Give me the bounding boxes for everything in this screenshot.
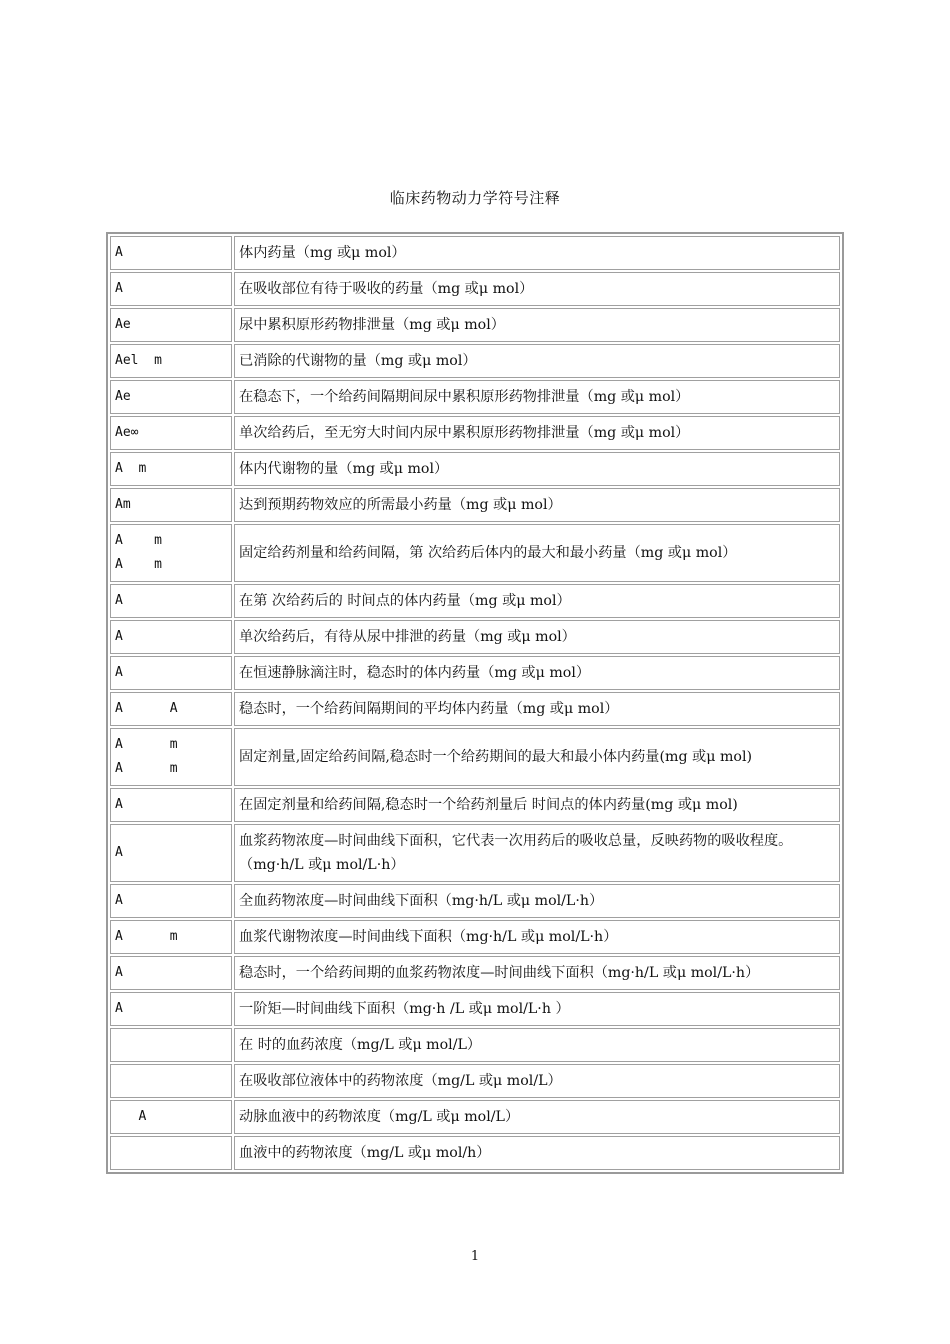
symbol-cell: A [110,272,232,306]
description-cell: 尿中累积原形药物排泄量（mg 或μ mol） [234,308,840,342]
table-row [110,656,840,690]
symbol-cell: A [110,824,232,882]
description-cell: 一阶矩—时间曲线下面积（mg·h /L 或μ mol/L·h ） [234,992,840,1026]
page-number: 1 [470,1249,480,1264]
table-row [110,344,840,378]
symbol-cell [110,1136,232,1170]
description-cell: 在吸收部位液体中的药物浓度（mg/L 或μ mol/L） [234,1064,840,1098]
description-cell: 血浆药物浓度—时间曲线下面积，它代表一次用药后的吸收总量，反映药物的吸收程度。（mg·h/L 或μ mol/L·h） [234,824,840,882]
description-cell: 体内代谢物的量（mg 或μ mol） [234,452,840,486]
description-cell: 体内药量（mg 或μ mol） [234,236,840,270]
table-row [110,692,840,726]
table-row [110,236,840,270]
description-cell: 在固定剂量和给药间隔,稳态时一个给药剂量后 时间点的体内药量(mg 或μ mol) [234,788,840,822]
symbol-cell: A m [110,452,232,486]
description-cell: 已消除的代谢物的量（mg 或μ mol） [234,344,840,378]
table-row [110,272,840,306]
symbol-cell: A m A m [110,728,232,786]
description-cell: 固定给药剂量和给药间隔，第 次给药后体内的最大和最小药量（mg 或μ mol） [234,524,840,582]
table-row [110,584,840,618]
table-row [110,824,840,882]
symbol-cell: A m [110,920,232,954]
symbol-cell: Ae [110,380,232,414]
symbol-cell: A [110,236,232,270]
symbol-cell: A [110,656,232,690]
symbol-cell: A [110,620,232,654]
table-row [110,524,840,582]
symbol-cell: Ae∞ [110,416,232,450]
description-cell: 达到预期药物效应的所需最小药量（mg 或μ mol） [234,488,840,522]
table-row [110,728,840,786]
symbol-cell: Am [110,488,232,522]
description-cell: 固定剂量,固定给药间隔,稳态时一个给药期间的最大和最小体内药量(mg 或μ mol) [234,728,840,786]
table-row [110,416,840,450]
table-row [110,1100,840,1134]
description-cell: 在吸收部位有待于吸收的药量（mg 或μ mol） [234,272,840,306]
symbol-cell [110,1028,232,1062]
description-cell: 单次给药后，有待从尿中排泄的药量（mg 或μ mol） [234,620,840,654]
table-row [110,308,840,342]
symbol-cell: A [110,584,232,618]
table-row [110,788,840,822]
document-title: 临床药物动力学符号注释 [389,189,561,207]
symbol-cell: A A [110,692,232,726]
symbol-cell [110,1064,232,1098]
description-cell: 单次给药后，至无穷大时间内尿中累积原形药物排泄量（mg 或μ mol） [234,416,840,450]
description-cell: 在第 次给药后的 时间点的体内药量（mg 或μ mol） [234,584,840,618]
symbol-table-body [110,236,840,1170]
description-cell: 在稳态下，一个给药间隔期间尿中累积原形药物排泄量（mg 或μ mol） [234,380,840,414]
table-row [110,1028,840,1062]
symbol-cell: A [110,1100,232,1134]
description-cell: 在恒速静脉滴注时，稳态时的体内药量（mg 或μ mol） [234,656,840,690]
table-row [110,920,840,954]
table-row [110,488,840,522]
description-cell: 血液中的药物浓度（mg/L 或μ mol/h） [234,1136,840,1170]
symbol-cell: A [110,992,232,1026]
symbol-table [106,232,844,1174]
description-cell: 血浆代谢物浓度—时间曲线下面积（mg·h/L 或μ mol/L·h） [234,920,840,954]
table-row [110,1064,840,1098]
description-cell: 稳态时，一个给药间期的血浆药物浓度—时间曲线下面积（mg·h/L 或μ mol/L·h） [234,956,840,990]
table-row [110,956,840,990]
table-row [110,992,840,1026]
description-cell: 稳态时，一个给药间隔期间的平均体内药量（mg 或μ mol） [234,692,840,726]
table-row [110,620,840,654]
symbol-cell: A [110,956,232,990]
table-row [110,1136,840,1170]
description-cell: 在 时的血药浓度（mg/L 或μ mol/L） [234,1028,840,1062]
symbol-cell: Ae [110,308,232,342]
table-row [110,380,840,414]
symbol-cell: A m A m [110,524,232,582]
description-cell: 动脉血液中的药物浓度（mg/L 或μ mol/L） [234,1100,840,1134]
table-row [110,884,840,918]
symbol-cell: Ael m [110,344,232,378]
symbol-cell: A [110,788,232,822]
description-cell: 全血药物浓度—时间曲线下面积（mg·h/L 或μ mol/L·h） [234,884,840,918]
symbol-cell: A [110,884,232,918]
table-row [110,452,840,486]
